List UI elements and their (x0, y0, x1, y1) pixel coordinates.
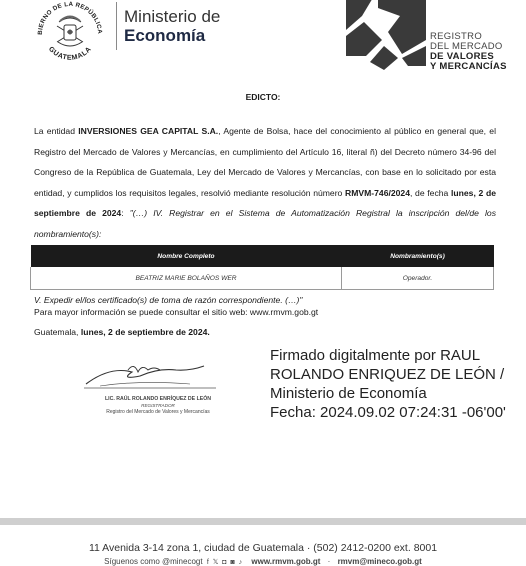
footer-website-link[interactable]: www.rmvm.gob.gt (251, 557, 321, 566)
handwritten-signature (80, 358, 220, 392)
digital-signature (270, 346, 506, 422)
ministry-name (124, 8, 220, 44)
digital-signature-line-4: Fecha: 2024.09.02 07:24:31 -06'00' (270, 404, 506, 421)
header-divider (116, 2, 117, 50)
registry-name (430, 32, 507, 72)
footer-contact (0, 557, 526, 566)
edict-text-3: , de fecha (409, 187, 451, 198)
registry-line-2: DEL MERCADO (430, 41, 503, 52)
place-date: lunes, 2 de septiembre de 2024. (80, 327, 210, 337)
resolution-date: lunes, 2 de septiembre de 2024 (34, 187, 496, 218)
cell-appointment: Operador. (342, 267, 494, 290)
digital-signature-line-2: ROLANDO ENRIQUEZ DE LEÓN / (270, 366, 505, 383)
more-info-line: Para mayor información se puede consultar el sitio web: www.rmvm.gob.gt (34, 307, 319, 317)
signer-role: REGISTRADOR (141, 403, 175, 408)
footer-social-prefix: Síguenos como @minecogt (104, 557, 203, 566)
seal-text-top: BIERNO DE LA REPÚBLICA (36, 0, 104, 36)
quote-closing: V. Expedir el/los certificado(s) de toma de razón correspondiente. (…)" (34, 295, 303, 305)
cell-name: BEATRIZ MARIE BOLAÑOS WER (31, 267, 342, 290)
column-header-name: Nombre Completo (31, 245, 342, 267)
place-prefix: Guatemala, (34, 327, 81, 337)
resolution-number: RMVM-746/2024 (345, 187, 410, 198)
signer-name: LIC. RAÚL ROLANDO ENRÍQUEZ DE LEÓN (105, 396, 211, 402)
table-row (31, 267, 494, 290)
seal-text-bottom: GUATEMALA (46, 45, 94, 62)
appointments-table (30, 245, 494, 290)
footer-bar (0, 518, 526, 525)
edict-text-1: La entidad (34, 126, 79, 136)
ministry-line-2: Economía (124, 26, 206, 45)
entity-name: INVERSIONES GEA CAPITAL S.A. (78, 126, 219, 136)
edict-title: EDICTO: (245, 92, 281, 102)
registry-logo-icon (344, 0, 428, 70)
edict-paragraph (34, 121, 496, 244)
edict-quote: "(…) IV. Registrar en el Sistema de Automatización Registral la inscripción del/de los nombramiento(s): (34, 208, 496, 239)
footer-email-link[interactable]: rmvm@mineco.gob.gt (337, 557, 422, 566)
column-header-appointment: Nombramiento(s) (342, 245, 494, 267)
signer-office: Registro del Mercado de Valores y Mercancías (106, 409, 210, 415)
letterhead (0, 0, 526, 70)
registry-line-4: Y MERCANCÍAS (430, 61, 507, 72)
digital-signature-line-1: Firmado digitalmente por RAUL (270, 347, 481, 364)
footer-address: 11 Avenida 3-14 zona 1, ciudad de Guatemala · (502) 2412-0200 ext. 8001 (88, 542, 438, 554)
edict-text-4: : (121, 208, 130, 218)
digital-signature-line-3: Ministerio de Economía (270, 385, 427, 402)
table-header-row (31, 245, 494, 267)
signer-block (60, 396, 256, 415)
svg-text:GUATEMALA (47, 46, 93, 62)
registry-line-1: REGISTRO (430, 31, 483, 42)
government-seal-icon (30, 0, 110, 74)
edict-text-2: , Agente de Bolsa, hace del conocimiento al público en general que, el Registro del Mercado de Valores y Mercancías, en cumplimiento del Artículo 16, literal ñ) del Decreto número 34-96 del Congreso de la República de Guatemala, Ley del Mercado de Valores y Mercancías, con base en lo solicitado por esta entidad, y cumplidos los requisitos legales, resolvió mediante resolución número (34, 126, 496, 198)
social-icons: f 𝕏 ◘ ◙ ♪ (206, 559, 244, 566)
ministry-line-1: Ministerio de (124, 7, 221, 26)
place-date-line (34, 327, 210, 337)
registry-line-3: DE VALORES (430, 51, 495, 62)
footer-separator: · (327, 557, 331, 566)
